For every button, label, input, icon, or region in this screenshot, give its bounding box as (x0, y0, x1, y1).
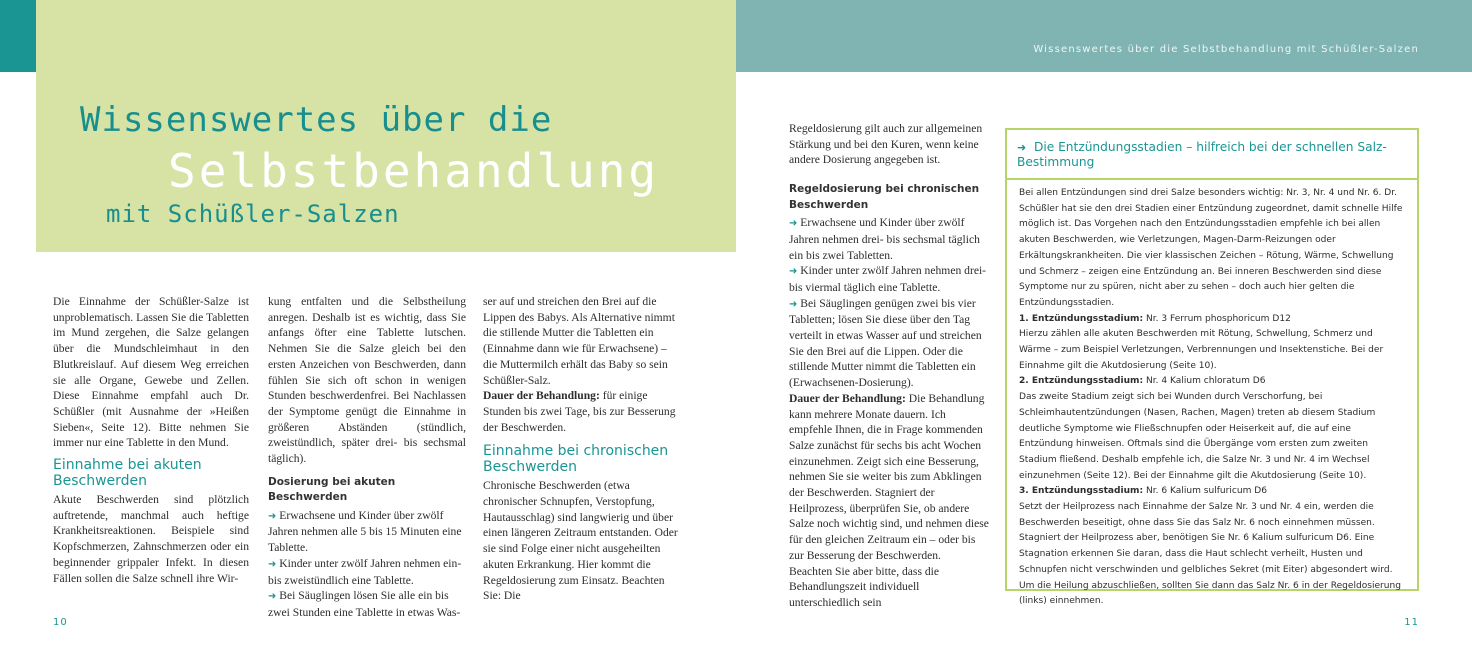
arrow-icon: ➜ (268, 591, 277, 603)
acute-paragraph-cont: kung entfalten und die Selbstheilung anregen. Deshalb ist es wichtig, dass Sie anfangs öfter eine Tablette lutschen. Nehmen Sie die Salze gleich bei den ersten Anzeichen von Beschwerden, dann fühlen Sie sich oft schon in wenigen Stunden beschwerdenfrei. Bei Nachlassen der Symptome genügt die Einnahme in größeren Abständen (stündlich, zweistündlich, später drei- bis sechsmal täglich). (268, 295, 466, 466)
chronic-paragraph: Chronische Beschwerden (etwa chronischer Schnupfen, Verstopfung, Hautausschlag) sind langwierig und über einen längeren Zeitraum entstanden. Oder sie sind Folge einer nicht ausgeheilten akuten Erkrankung. Hier kommt die Regeldosierung zum Einsatz. Beachten Sie: Die (483, 479, 678, 603)
subheading-regular-dosage: Regeldosierung bei chronischen Beschwerden (789, 183, 980, 211)
stage-3: 3. Entzündungsstadium: Nr. 6 Kalium sulfuricum D6 (1019, 486, 1268, 497)
text-column-3 (483, 294, 683, 604)
arrow-icon: ➜ (789, 298, 798, 310)
page-number-left: 10 (53, 617, 68, 628)
arrow-icon: ➜ (789, 218, 798, 230)
arrow-icon: ➜ (268, 510, 277, 522)
list-item: ➜ Bei Säuglingen genügen zwei bis vier Tabletten; lösen Sie diese über den Tag verteilt in etwas Wasser auf und streichen Sie den Brei auf die Lippen. Oder die stillende Mutter nimmt die Tabletten ein (Erwachsenen-Dosierung). (789, 296, 982, 390)
title-line-1: Wissenswertes über die (80, 100, 553, 140)
list-item: ➜ Bei Säuglingen lösen Sie alle ein bis zwei Stunden eine Tablette in etwas Was- (268, 589, 461, 619)
info-box-header (1007, 130, 1417, 180)
title-line-2: Selbstbehandlung (168, 144, 660, 198)
info-box-body (1019, 186, 1407, 610)
arrow-icon: ➜ (789, 266, 798, 278)
regular-dosage-paragraph: Regeldosierung gilt auch zur allgemeinen Stärkung und bei den Kuren, wenn keine andere Dosierung angegeben ist. (789, 122, 983, 167)
section-heading-chronic: Einnahme bei chronischen Beschwerden (483, 443, 669, 476)
stage-2-text: Das zweite Stadium zeigt sich bei Wunden durch Verschorfung, bei Schleimhautentzündungen (Nasen, Rachen, Magen) treten ab diesem Stadium deutliche Symptome wie Fließschnupfen oder Heiserkeit auf, die auf eine Entzündung hinweisen. Oftmals sind die Übergänge vom ersten zum zweiten Stadium fließend. Deshalb empfehle ich, die Salze Nr. 3 und Nr. 4 im Wechsel einzunehmen (Seite 12). Bei der Einnahme gilt die Akutdosierung (Seite 10). (1019, 392, 1376, 481)
info-intro: Bei allen Entzündungen sind drei Salze besonders wichtig: Nr. 3, Nr. 4 und Nr. 6. Dr. Schüßler hat sie den drei Stadien einer Entzündung zugeordnet, damit schnelle Hilfe möglich ist. Das Vorgehen nach den Entzündungsstadien empfehle ich bei allen akuten Beschwerden, wie Verletzungen, Magen-Darm-Reizungen oder Erkältungskrankheiten. Die vier klassischen Zeichen – Rötung, Wärme, Schwellung und Schmerz – zeigen eine Entzündung an. Bei inneren Beschwerden sind diese Symptome nur zu spüren, nicht aber zu sehen – doch auch hier gelten die Entzündungsstadien. (1019, 188, 1403, 308)
duration-paragraph: Dauer der Behandlung: für einige Stunden bis zwei Tage, bis zur Besserung der Beschwerden. (483, 389, 676, 434)
duration-paragraph: Dauer der Behandlung: Die Behandlung kann mehrere Monate dauern. Ich empfehle Ihnen, die in Frage kommenden Salze zunächst für sechs bis acht Wochen einzunehmen. Zeigt sich eine Besserung, nehmen Sie sie weiter bis zum Abklingen der Beschwerden. Stagniert der Heilprozess, überprüfen Sie, ob andere Salze noch wichtig sind, und nehmen diese für den gleichen Zeitraum ein – oder bis zur Besserung der Beschwerden. (789, 391, 989, 562)
stage-1-text: Hierzu zählen alle akuten Beschwerden mit Rötung, Schwellung, Schmerz und Wärme – zum Beispiel Verletzungen, Verbrennungen und Insektenstiche. Bei der Einnahme gilt die Akutdosierung (Seite 10). (1019, 329, 1384, 371)
stage-2: 2. Entzündungsstadium: Nr. 4 Kalium chloratum D6 (1019, 376, 1266, 387)
stage-1: 1. Entzündungsstadium: Nr. 3 Ferrum phosphoricum D12 (1019, 313, 1291, 324)
list-item: ➜ Erwachsene und Kinder über zwölf Jahren nehmen drei- bis sechsmal täglich ein bis zwei Tabletten. (789, 216, 980, 262)
stage-3-text: Setzt der Heilprozess nach Einnahme der Salze Nr. 3 und Nr. 4 ein, werden die Beschwerden beseitigt, ohne dass Sie das Salz Nr. 6 noch einnehmen müssen. Stagniert der Heilprozess aber, benötigen Sie Nr. 6 Kalium sulfuricum D6. Eine Stagnation erkennen Sie daran, dass die Haut schlecht verheilt, Husten und Schnupfen nicht verschwinden und gelbliches Sekret (mit Eiter) abgesondert wird. Um die Heilung abzuschließen, sollten Sie dann das Salz Nr. 6 in der Regeldosierung (links) einnehmen. (1019, 502, 1401, 607)
page-number-right: 11 (1404, 617, 1419, 628)
title-line-3: mit Schüßler-Salzen (106, 200, 400, 228)
subheading-acute-dosage: Dosierung bei akuten Beschwerden (268, 475, 396, 504)
info-box-title: ➜ Die Entzündungsstadien – hilfreich bei der schnellen Salz-Bestimmung (1017, 140, 1387, 169)
intro-paragraph: Die Einnahme der Schüßler-Salze ist unproblematisch. Lassen Sie die Tabletten im Mund zergehen, die Salze gelangen über die Mundschleimhaut in den Blutkreislauf. Auf diesem Weg erreichen sie alle Organe, Gewebe und Zellen. Diese Einnahme empfahl auch Dr. Schüßler (mit Ausnahme der »Heißen Sieben«, Seite 12). Bitte nehmen Sie immer nur eine Tablette in den Mund. (53, 295, 249, 450)
arrow-icon: ➜ (268, 558, 277, 570)
list-item: ➜ Kinder unter zwölf Jahren nehmen ein- bis zweistündlich eine Tablette. (268, 556, 462, 587)
list-item: ➜ Erwachsene und Kinder über zwölf Jahren nehmen alle 5 bis 15 Minuten eine Tablette. (268, 508, 462, 555)
teal-corner-block (0, 0, 36, 72)
list-item: ➜ Kinder unter zwölf Jahren nehmen drei- bis viermal täglich eine Tablette. (789, 264, 987, 294)
arrow-icon: ➜ (1017, 141, 1027, 154)
text-column-4 (789, 121, 989, 611)
info-box (1005, 128, 1419, 607)
acute-paragraph: Akute Beschwerden sind plötzlich auftretende, manchmal auch heftige Krankheitsreaktionen. Beispiele sind Kopfschmerzen, Zahnschmerzen oder ein beginnender grippaler Infekt. In diesen Fällen sollen die Salze schnell ihre Wir- (53, 493, 249, 585)
running-head: Wissenswertes über die Selbstbehandlung mit Schüßler-Salzen (1033, 44, 1419, 55)
header-band (736, 0, 1472, 72)
text-column-1 (53, 294, 249, 586)
baby-paragraph: ser auf und streichen den Brei auf die Lippen des Babys. Als Alternative nimmt die stillende Mutter die Tabletten ein (Einnahme dann wie für Erwachsene) – die Muttermilch erhält das Baby so sein Schüßler-Salz. (483, 295, 675, 387)
section-heading-acute: Einnahme bei akuten Beschwerden (53, 457, 202, 490)
note-paragraph: Beachten Sie aber bitte, dass die Behandlungszeit individuell unterschiedlich sein (789, 564, 940, 609)
text-column-2 (268, 294, 466, 621)
